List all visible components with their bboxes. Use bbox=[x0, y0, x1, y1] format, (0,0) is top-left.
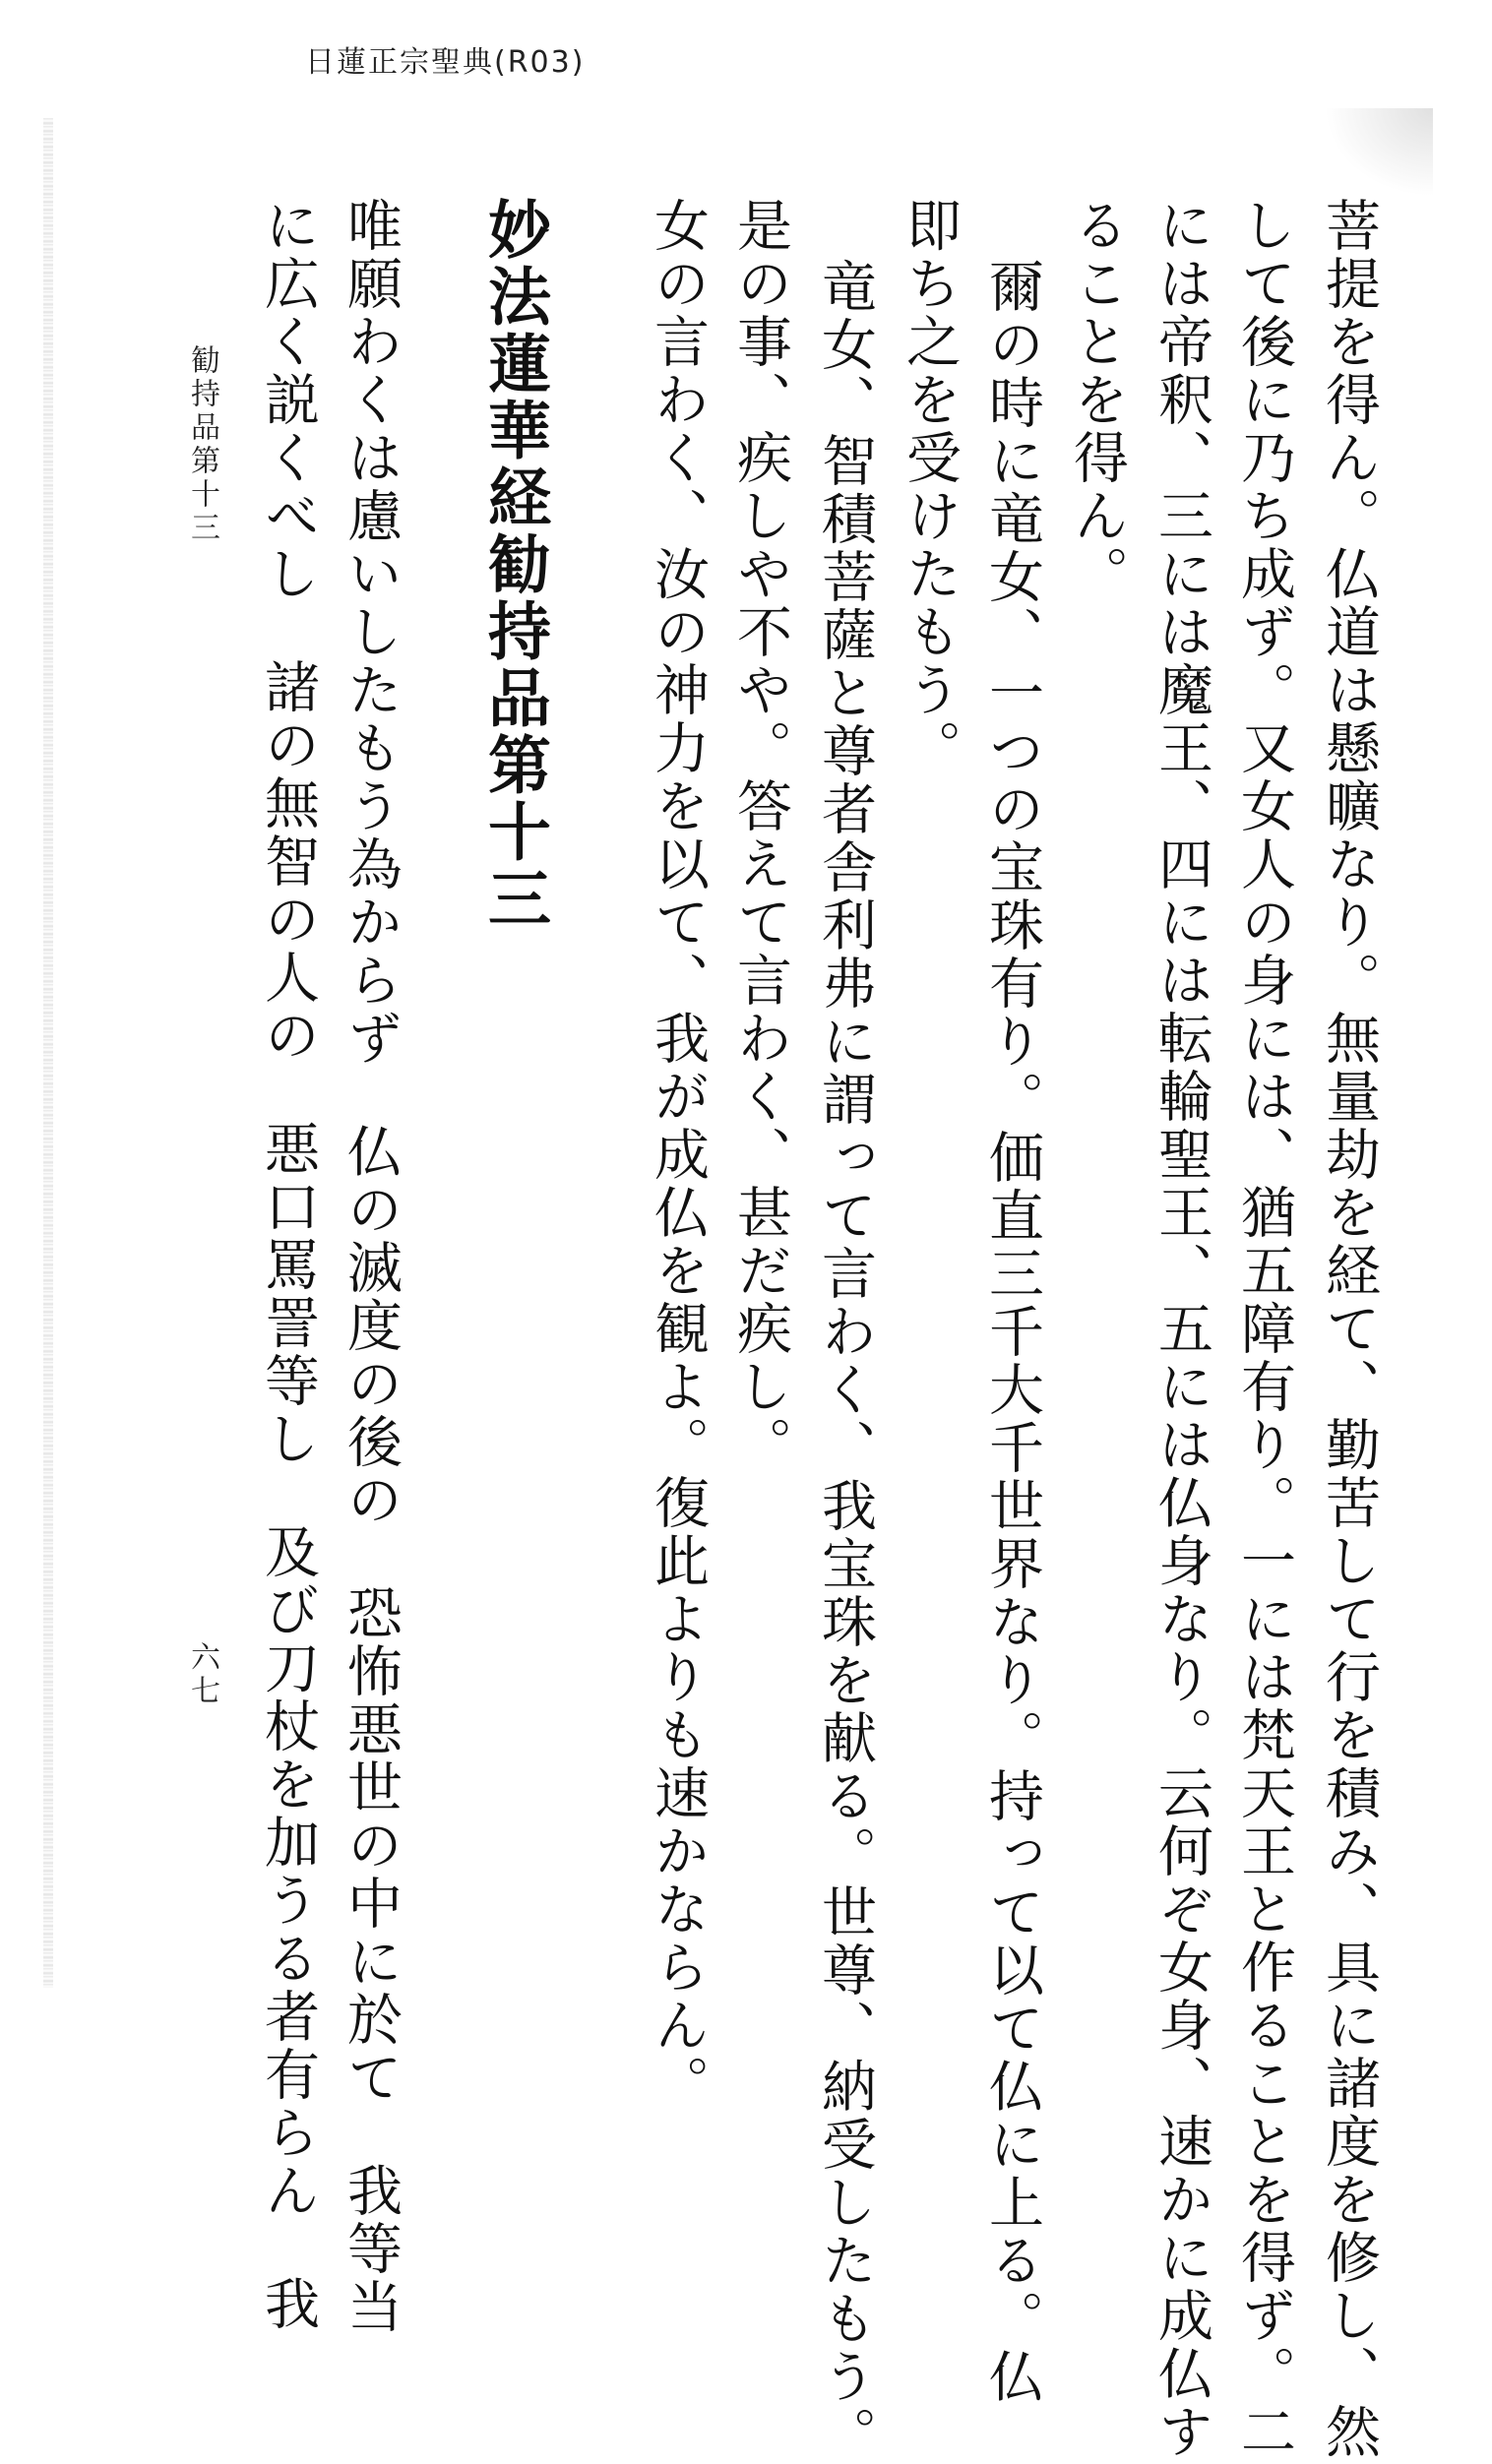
verse-column-1 bbox=[339, 197, 403, 2336]
verse-line-2-5: 我 bbox=[256, 2275, 320, 2333]
chapter-title: 妙法蓮華経勧持品第十三 bbox=[477, 197, 551, 933]
prose-column-1: 菩提を得ん。仏道は懸曠なり。無量劫を経て、勤苦して行を積み、具に諸度を修し、然 bbox=[1317, 197, 1381, 2461]
verse-line-2-3: 悪口罵詈等し bbox=[256, 1120, 320, 1468]
document-header: 日蓮正宗聖典(R03) bbox=[305, 45, 586, 80]
verse-line-1-2: 仏の滅度の後の bbox=[339, 1123, 403, 1529]
prose-column-2: して後に乃ち成ず。又女人の身には、猶五障有り。一には梵天王と作ることを得ず。二 bbox=[1232, 197, 1296, 2461]
verse-column-2 bbox=[256, 197, 320, 2333]
page-number: 六七 bbox=[185, 1641, 219, 1708]
prose-column-7: 竜女、智積菩薩と尊者舎利弗に謂って言わく、我宝珠を献る。世尊、納受したもう。 bbox=[813, 258, 877, 2464]
prose-column-8: 是の事、疾しや不や。答えて言わく、甚だ疾し。 bbox=[728, 197, 792, 1474]
verse-line-1-1: 唯願わくは慮いしたもう為からず bbox=[339, 197, 403, 1068]
verse-line-2-1: に広く説くべし bbox=[256, 197, 320, 603]
scan-binding-edge bbox=[43, 118, 53, 1988]
scan-corner-shadow bbox=[1325, 108, 1433, 197]
prose-column-6: 即ち之を受けたもう。 bbox=[898, 197, 962, 777]
prose-column-5: 爾の時に竜女、一つの宝珠有り。価直三千大千世界なり。持って以て仏に上る。仏 bbox=[980, 258, 1044, 2406]
chapter-running-label: 勧持品第十三 bbox=[185, 344, 219, 545]
verse-line-1-4: 我等当 bbox=[339, 2162, 403, 2336]
verse-line-2-2: 諸の無智の人の bbox=[256, 658, 320, 1065]
verse-line-2-4: 及び刀杖を加うる者有らん bbox=[256, 1523, 320, 2220]
prose-column-3: には帝釈、三には魔王、四には転輪聖王、五には仏身なり。云何ぞ女身、速かに成仏す bbox=[1150, 197, 1213, 2461]
prose-column-9: 女の言わく、汝の神力を以て、我が成仏を観よ。復此よりも速かならん。 bbox=[646, 197, 710, 2113]
verse-line-1-3: 恐怖悪世の中に於て bbox=[339, 1584, 403, 2107]
prose-column-4: ることを得ん。 bbox=[1065, 197, 1129, 603]
